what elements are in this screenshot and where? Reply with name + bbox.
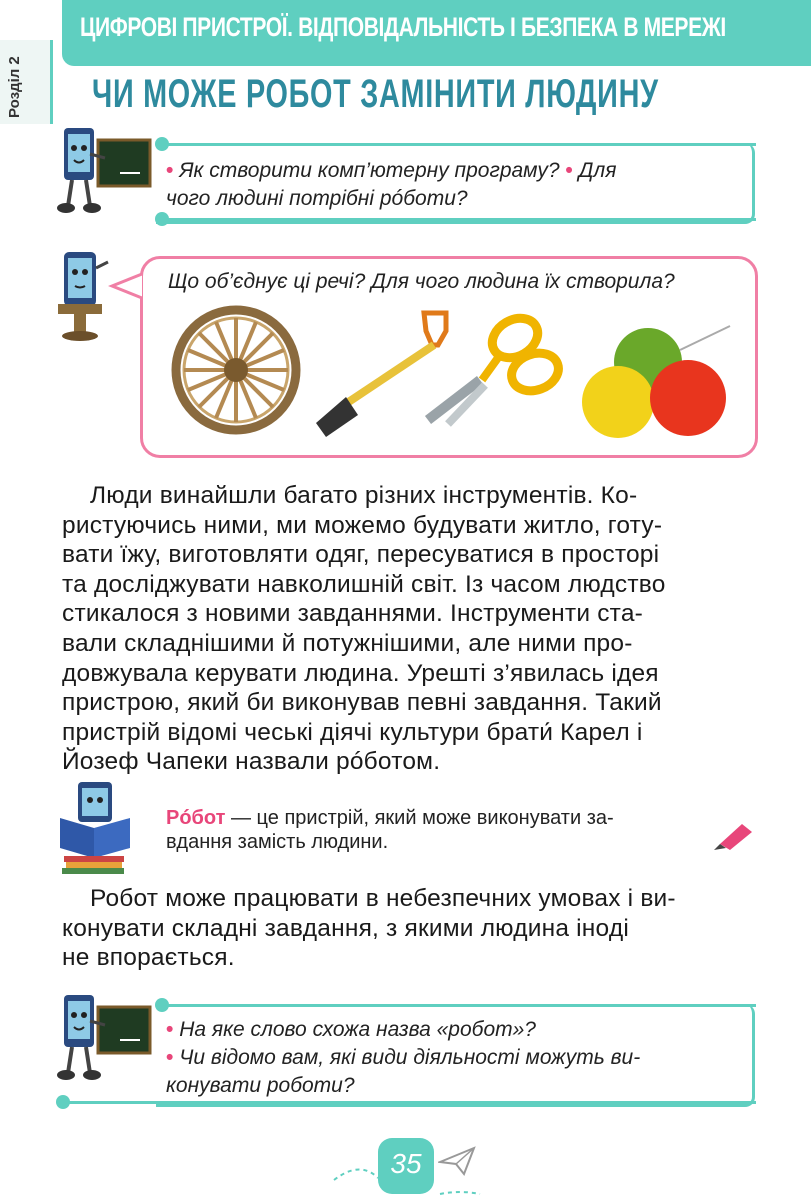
robot-definition: Рóбот — це пристрій, який може виконувати за- вдання замість людини. xyxy=(166,807,614,853)
main-line: ристуючись ними, ми можемо будувати житло, готу- xyxy=(62,511,663,539)
second-paragraph xyxy=(62,884,757,973)
picture-question: Що об’єднує ці речі? Для чого людина їх створила? xyxy=(168,270,675,293)
scissors-icon xyxy=(420,310,570,430)
section-tab-label: Розділ 2 xyxy=(6,56,23,118)
robot-thinking-icon xyxy=(50,246,120,346)
main-line: вати їжу, виготовляти одяг, пересуватися в просторі xyxy=(62,541,660,569)
chapter-title: ЦИФРОВІ ПРИСТРОЇ. ВІДПОВІДАЛЬНІСТЬ І БЕЗПЕКА В МЕРЕЖІ xyxy=(80,12,726,42)
intro-questions-text: • Як створити комп’ютерну програму? • Для чого людині потрібні рóботи? xyxy=(166,159,617,210)
main-paragraph xyxy=(62,481,757,777)
lesson-title: ЧИ МОЖЕ РОБОТ ЗАМІНИТИ ЛЮДИНУ xyxy=(92,72,659,116)
second-line: Робот може працювати в небезпечних умовах і ви- xyxy=(90,885,676,912)
robot-reading-icon xyxy=(54,778,144,874)
marker-icon xyxy=(710,818,756,852)
main-line: вали складнішими й потужнішими, але ними про- xyxy=(62,629,633,657)
main-line: довжувала керувати людина. Урешті з’явилась ідея xyxy=(62,659,659,687)
paper-plane-icon xyxy=(438,1144,478,1178)
second-line: не впорається. xyxy=(62,944,235,972)
main-line: стикалося з новими завданнями. Інструменти ста- xyxy=(62,600,644,628)
robot-teacher-icon xyxy=(50,118,155,218)
main-line: Йозеф Чапеки назвали рóботом. xyxy=(62,748,441,776)
main-line: та досліджувати навколишній світ. Із часом людство xyxy=(62,570,666,598)
wheel-icon xyxy=(170,300,302,440)
final-questions-text: • На яке слово схожа назва «робот»? • Чи відомо вам, які види діяльності можуть ви- конувати роботи? xyxy=(166,1018,641,1097)
robot-teacher-icon xyxy=(50,985,155,1085)
second-line: конувати складні завдання, з якими людина іноді xyxy=(62,914,629,942)
page-number: 35 xyxy=(378,1138,434,1194)
main-line: пристрою, який би виконував певні завдання. Такий xyxy=(62,689,662,717)
yarn-balls-icon xyxy=(570,320,740,440)
main-line: пристрій відомі чеські діячі культури брати́ Карел і xyxy=(62,718,643,746)
main-line: Люди винайшли багато різних інструментів. Ко- xyxy=(90,482,638,509)
